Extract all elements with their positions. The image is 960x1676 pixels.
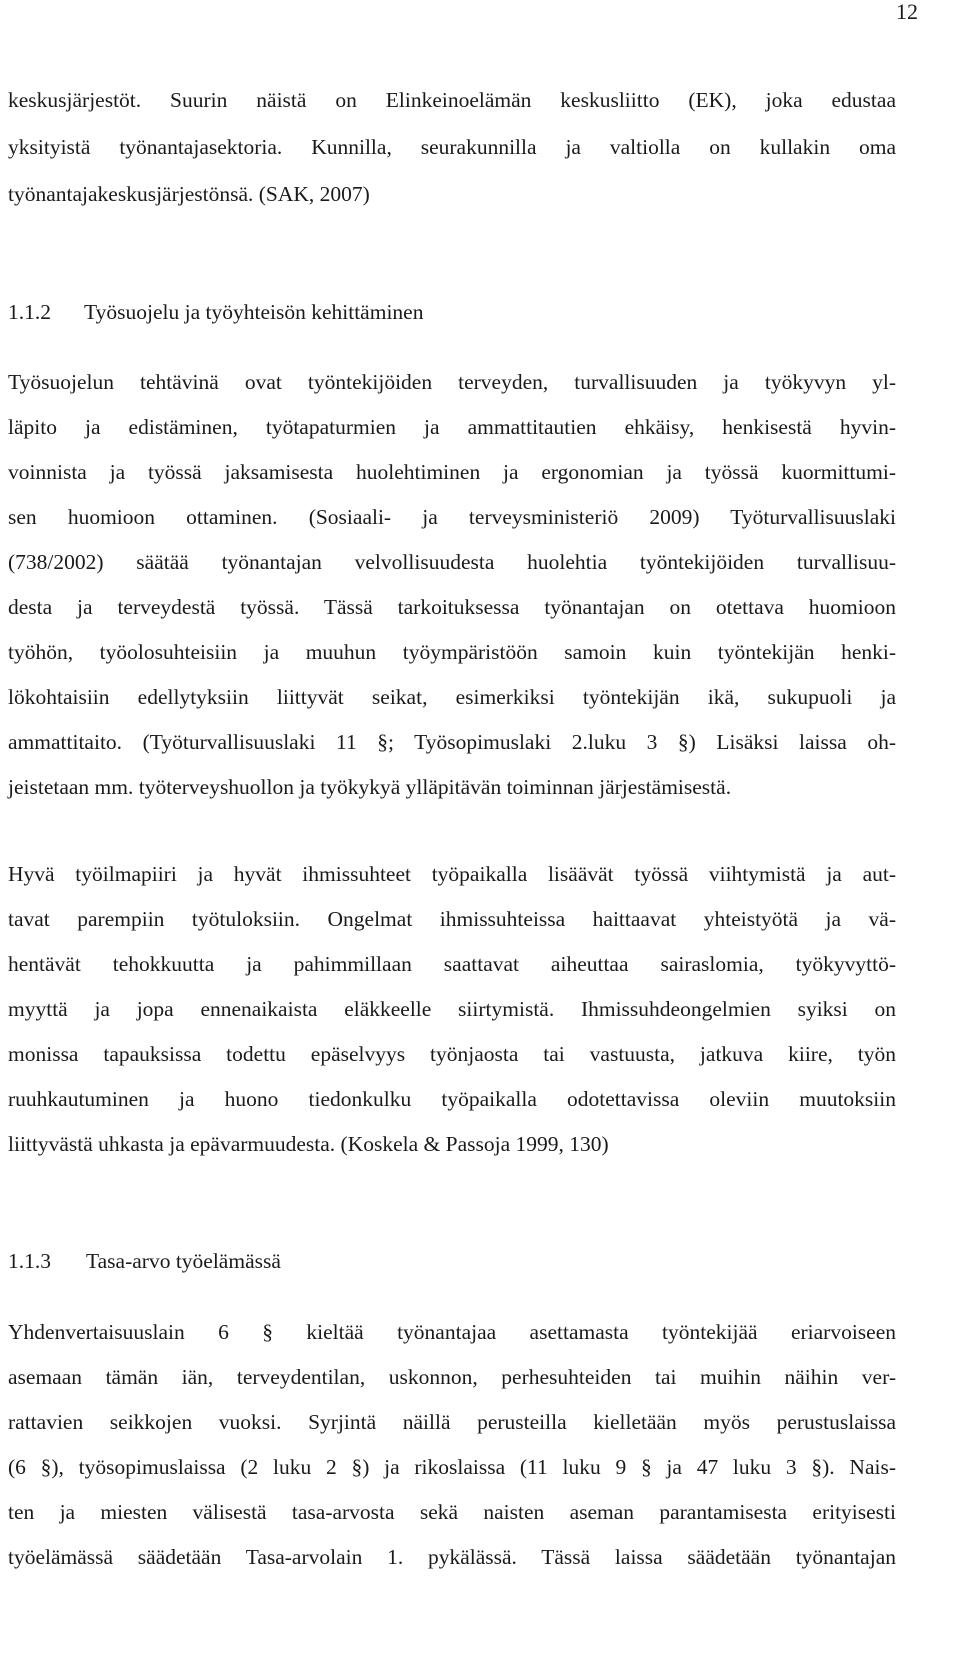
text-line: läpito ja edistäminen, työtapaturmien ja ammattitautien ehkäisy, henkisestä hyvin- xyxy=(8,415,896,439)
text-line: yksityistä työnantajasektoria. Kunnilla, seurakunnilla ja valtiolla on kullakin oma xyxy=(8,135,896,159)
text-line: työelämässä säädetään Tasa-arvolain 1. pykälässä. Tässä laissa säädetään työnantajan xyxy=(8,1545,896,1569)
text-line: desta ja terveydestä työssä. Tässä tarkoituksessa työnantajan on otettava huomioon xyxy=(8,595,896,619)
text-line: liittyvästä uhkasta ja epävarmuudesta. (Koskela & Passoja 1999, 130) xyxy=(8,1132,609,1156)
text-line: Hyvä työilmapiiri ja hyvät ihmissuhteet työpaikalla lisäävät työssä viihtymistä ja aut- xyxy=(8,862,896,886)
text-line: ammattitaito. (Työturvallisuuslaki 11 §; Työsopimuslaki 2.luku 3 §) Lisäksi laissa oh- xyxy=(8,730,896,754)
section-title: Työsuojelu ja työyhteisön kehittäminen xyxy=(84,300,424,324)
text-line: jeistetaan mm. työterveyshuollon ja työkykyä ylläpitävän toiminnan järjestämisestä. xyxy=(8,775,732,799)
text-line: Työsuojelun tehtävinä ovat työntekijöiden terveyden, turvallisuuden ja työkyvyn yl- xyxy=(8,370,896,394)
text-line: ruuhkautuminen ja huono tiedonkulku työpaikalla odotettavissa oleviin muutoksiin xyxy=(8,1087,896,1111)
page-number: 12 xyxy=(896,0,918,24)
text-line: asemaan tämän iän, terveydentilan, uskonnon, perhesuhteiden tai muihin näihin ver- xyxy=(8,1365,896,1389)
text-line: tavat parempiin työtuloksiin. Ongelmat ihmissuhteissa haittaavat yhteistyötä ja vä- xyxy=(8,907,896,931)
text-line: voinnista ja työssä jaksamisesta huolehtiminen ja ergonomian ja työssä kuormittumi- xyxy=(8,460,896,484)
text-line: myyttä ja jopa ennenaikaista eläkkeelle siirtymistä. Ihmissuhdeongelmien syiksi on xyxy=(8,997,896,1021)
text-line: (738/2002) säätää työnantajan velvollisuudesta huolehtia työntekijöiden turvallisuu- xyxy=(8,550,896,574)
text-line: hentävät tehokkuutta ja pahimmillaan saattavat aiheuttaa sairaslomia, työkyvyttö- xyxy=(8,952,896,976)
section-heading xyxy=(8,1247,281,1275)
text-line: monissa tapauksissa todettu epäselvyys työnjaosta tai vastuusta, jatkuva kiire, työn xyxy=(8,1042,896,1066)
text-line: (6 §), työsopimuslaissa (2 luku 2 §) ja rikoslaissa (11 luku 9 § ja 47 luku 3 §). Nais- xyxy=(8,1455,896,1479)
section-number: 1.1.2 xyxy=(8,300,51,324)
text-line: Yhdenvertaisuuslain 6 § kieltää työnantajaa asettamasta työntekijää eriarvoiseen xyxy=(8,1320,896,1344)
text-line: työhön, työolosuhteisiin ja muuhun työympäristöön samoin kuin työntekijän henki- xyxy=(8,640,896,664)
section-title: Tasa-arvo työelämässä xyxy=(86,1249,281,1273)
text-line: keskusjärjestöt. Suurin näistä on Elinkeinoelämän keskusliitto (EK), joka edustaa xyxy=(8,88,896,112)
text-line: rattavien seikkojen vuoksi. Syrjintä näillä perusteilla kielletään myös perustuslaissa xyxy=(8,1410,896,1434)
section-number: 1.1.3 xyxy=(8,1249,51,1273)
section-heading xyxy=(8,298,423,326)
text-line: lökohtaisiin edellytyksiin liittyvät seikat, esimerkiksi työntekijän ikä, sukupuoli ja xyxy=(8,685,896,709)
text-line: ten ja miesten välisestä tasa-arvosta sekä naisten aseman parantamisesta erityisesti xyxy=(8,1500,896,1524)
text-line: sen huomioon ottaminen. (Sosiaali- ja terveysministeriö 2009) Työturvallisuuslaki xyxy=(8,505,896,529)
text-line: työnantajakeskusjärjestönsä. (SAK, 2007) xyxy=(8,182,370,206)
